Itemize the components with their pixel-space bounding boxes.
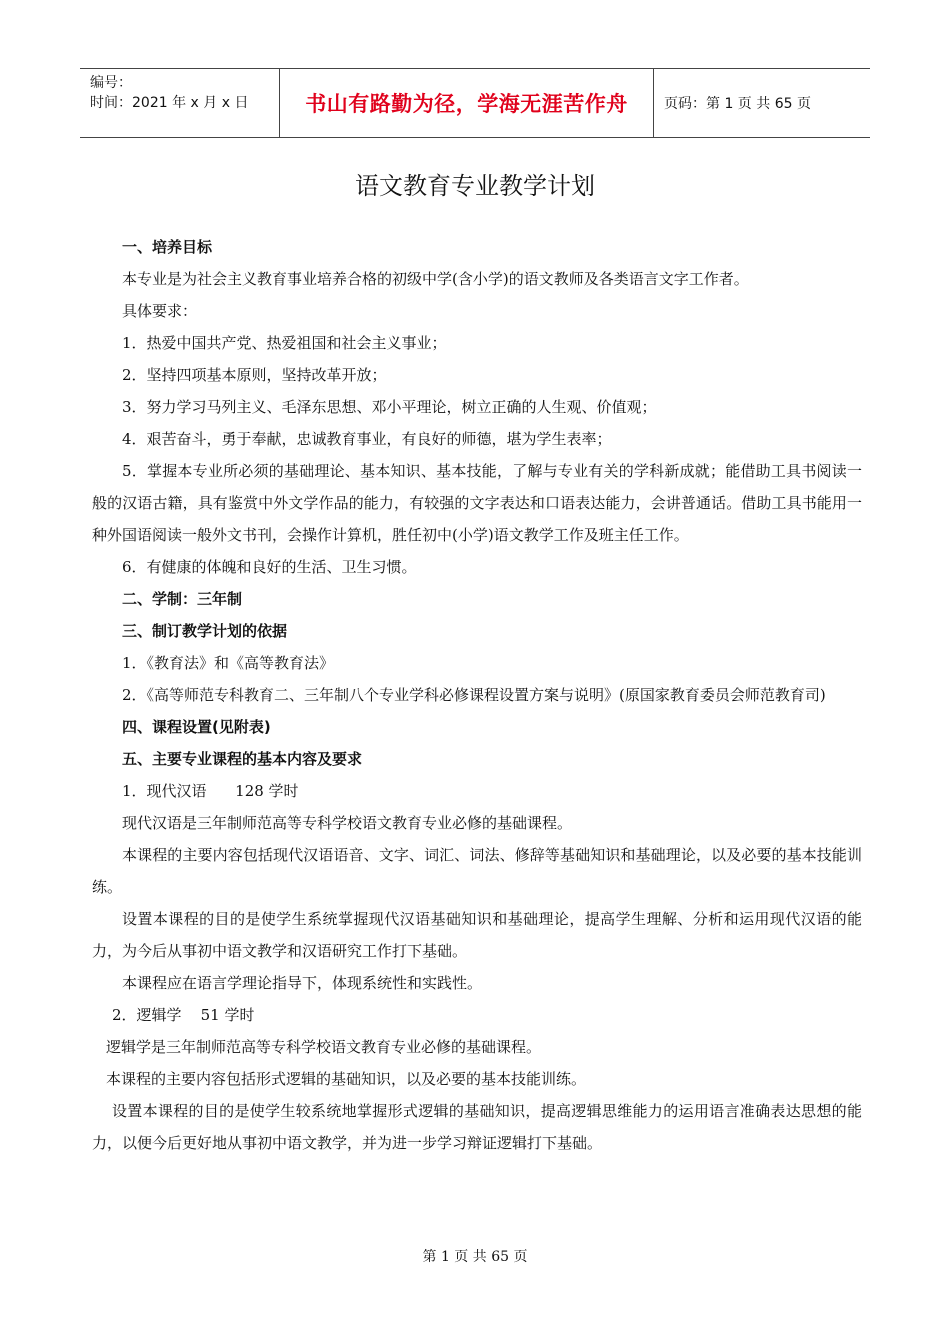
header-motto: 书山有路勤为径，学海无涯苦作舟 xyxy=(280,69,654,137)
course-heading: 1．现代汉语 128 学时 xyxy=(122,782,299,800)
section-heading: 三、制订教学计划的依据 xyxy=(122,622,288,640)
paragraph: 逻辑学是三年制师范高等专科学校语文教育专业必修的基础课程。 xyxy=(106,1038,542,1056)
list-item: 3．努力学习马列主义、毛泽东思想、邓小平理论，树立正确的人生观、价值观； xyxy=(122,398,657,416)
document-title: 语文教育专业教学计划 xyxy=(355,172,595,200)
header-page-info: 页码：第 1 页 共 65 页 xyxy=(664,96,811,112)
list-item: 1．热爱中国共产党、热爱祖国和社会主义事业； xyxy=(122,334,447,352)
paragraph: 本专业是为社会主义教育事业培养合格的初级中学(含小学)的语文教师及各类语言文字工作者。 xyxy=(122,270,749,288)
document-date: 时间：2021 年 x 月 x 日 xyxy=(90,95,249,111)
list-item: 4．艰苦奋斗，勇于奉献，忠诚教育事业，有良好的师德，堪为学生表率； xyxy=(122,430,612,448)
paragraph: 本课程的主要内容包括形式逻辑的基础知识，以及必要的基本技能训练。 xyxy=(106,1070,587,1088)
header-meta xyxy=(80,69,280,137)
paragraph: 具体要求： xyxy=(122,302,198,320)
section-heading: 二、学制：三年制 xyxy=(122,590,243,608)
list-item: 2．坚持四项基本原则，坚持改革开放； xyxy=(122,366,387,384)
document-header xyxy=(80,68,870,138)
page-footer: 第 1 页 共 65 页 xyxy=(422,1249,528,1265)
paragraph: 设置本课程的目的是使学生系统掌握现代汉语基础知识和基础理论，提高学生理解、分析和运用现代汉语的能力，为今后从事初中语文教学和汉语研究工作打下基础。 xyxy=(92,910,862,960)
list-item: 1．《教育法》和《高等教育法》 xyxy=(122,654,335,672)
document-number-label: 编号： xyxy=(90,75,132,91)
paragraph: 现代汉语是三年制师范高等专科学校语文教育专业必修的基础课程。 xyxy=(122,814,573,832)
paragraph: 本课程应在语言学理论指导下，体现系统性和实践性。 xyxy=(122,974,483,992)
section-heading: 一、培养目标 xyxy=(122,238,213,256)
list-item: 5．掌握本专业所必须的基础理论、基本知识、基本技能，了解与专业有关的学科新成就；能借助工具书阅读一般的汉语古籍，具有鉴赏中外文学作品的能力，有较强的文字表达和口语表达能力，会讲普通话。借助工具书能用一种外国语阅读一般外文书刊，会操作计算机，胜任初中(小学)语文教学工作及班主任工作。 xyxy=(92,462,862,544)
paragraph: 本课程的主要内容包括现代汉语语音、文字、词汇、词法、修辞等基础知识和基础理论，以及必要的基本技能训练。 xyxy=(92,846,862,896)
list-item: 2．《高等师范专科教育二、三年制八个专业学科必修课程设置方案与说明》(原国家教育委员会师范教育司) xyxy=(122,686,826,704)
paragraph: 设置本课程的目的是使学生较系统地掌握形式逻辑的基础知识，提高逻辑思维能力的运用语言准确表达思想的能力，以便今后更好地从事初中语文教学，并为进一步学习辩证逻辑打下基础。 xyxy=(92,1102,862,1152)
course-heading: 2．逻辑学 51 学时 xyxy=(112,1006,255,1024)
document-body xyxy=(92,231,862,1159)
list-item: 6．有健康的体魄和良好的生活、卫生习惯。 xyxy=(122,558,417,576)
section-heading: 五、主要专业课程的基本内容及要求 xyxy=(122,750,363,768)
section-heading: 四、课程设置(见附表) xyxy=(122,718,271,736)
